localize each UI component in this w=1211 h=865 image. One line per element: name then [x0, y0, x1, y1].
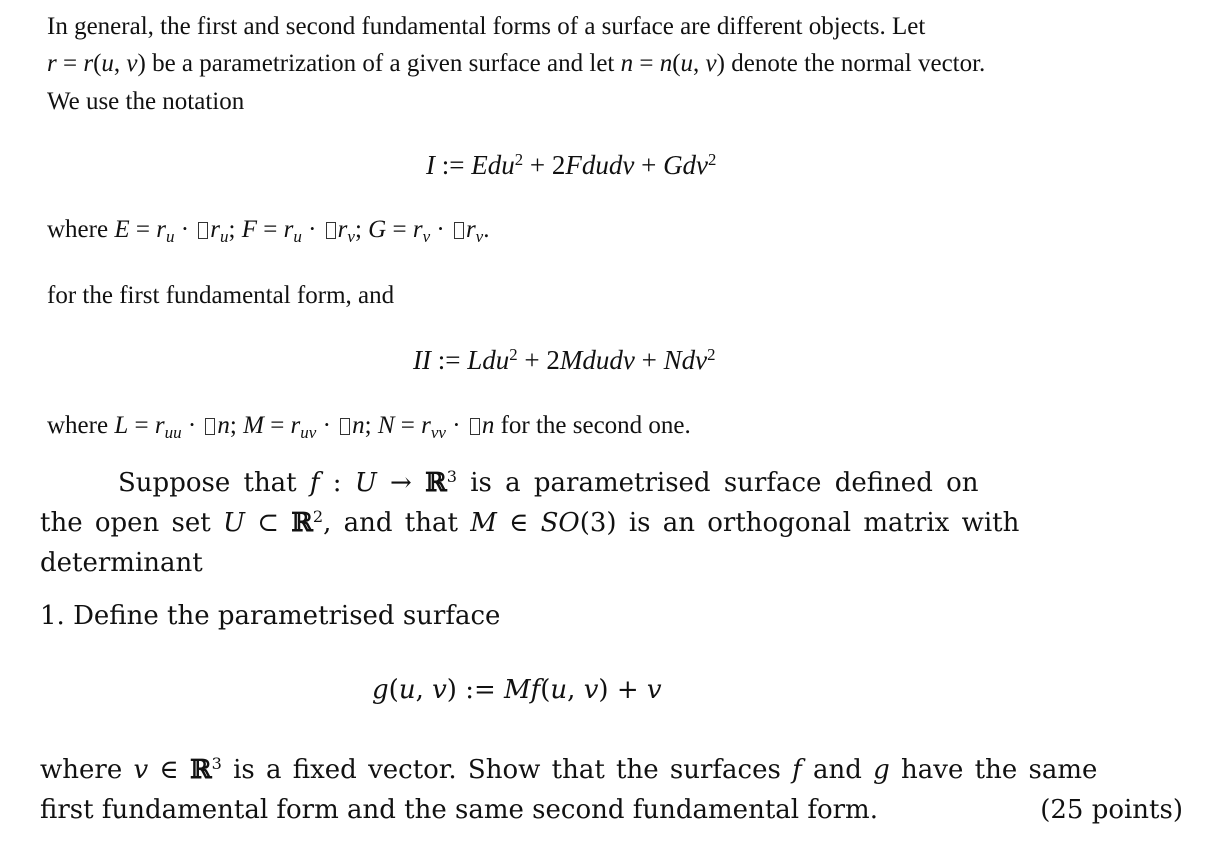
- item-1-heading: 1. Define the parametrised surface: [40, 601, 501, 631]
- paragraph-3-line-1: where v ∈ ℝ$^3$ is a fixed vector. Show that the surfaces f and g have the same: [40, 754, 1098, 785]
- paragraph-1-line-2-text: [0, 0, 1, 1]
- points-label: (25 points): [1040, 795, 1183, 825]
- paragraph-1-line-3: We use the notation: [47, 88, 245, 115]
- paragraph-2-line-1: Suppose that f : U → ℝ$^3$ is a parametrised surface defined on: [118, 467, 979, 498]
- first-fundamental-form-equation: I := Edu$^2$ + 2Fdudv + Gdv$^2$: [426, 149, 717, 180]
- g-definition-equation: g(u, v) := Mf(u, v) + v: [372, 675, 662, 705]
- paragraph-1-line-2: r = r(u, v) be a parametrization of a given surface and let n = n(u, v) denote the normal vector.: [47, 50, 986, 77]
- second-form-coefficients: where $L = r_{uu} \cdot n$; $M = r_{uv} \cdot n$; $N = r_{vv} \cdot n$ for the second one.: [47, 412, 691, 443]
- paragraph-2-line-3: determinant: [40, 548, 203, 578]
- first-form-caption: for the first fundamental form, and: [47, 282, 395, 309]
- first-form-coefficients: where $E = r_u \cdot r_u$; $F = r_u \cdot r_v$; $G = r_v \cdot r_v$.: [47, 216, 490, 247]
- second-fundamental-form-equation: II := Ldu$^2$ + 2Mdudv + Ndv$^2$: [413, 344, 716, 375]
- paragraph-1-line-1: In general, the first and second fundamental forms of a surface are different objects. Let: [47, 13, 926, 40]
- paragraph-3-line-2: first fundamental form and the same second fundamental form.: [40, 795, 878, 825]
- paragraph-2-line-2: the open set U ⊂ ℝ$^2$, and that M ∈ SO(3) is an orthogonal matrix with: [40, 507, 1020, 538]
